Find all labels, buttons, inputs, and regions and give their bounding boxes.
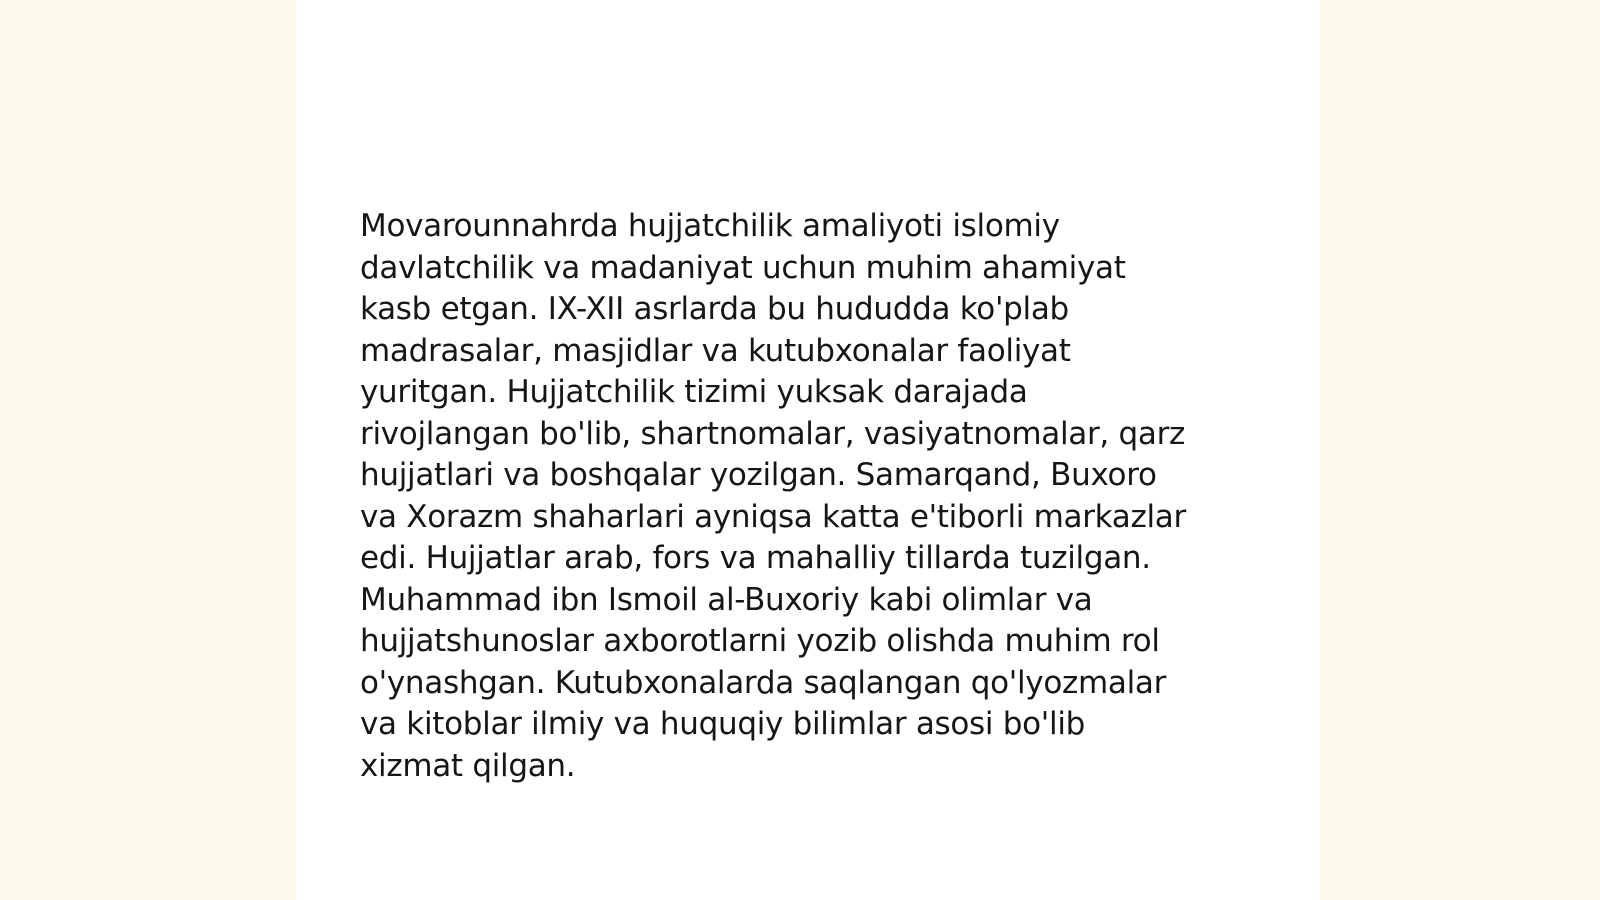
paragraph-line: Movarounnahrda hujjatchilik amaliyoti islomiy [360, 208, 1060, 244]
paragraph-line: yuritgan. Hujjatchilik tizimi yuksak darajada [360, 374, 1028, 410]
paragraph-line: rivojlangan bo'lib, shartnomalar, vasiyatnomalar, qarz [360, 415, 1186, 452]
paragraph-line: hujjatshunoslar axborotlarni yozib olishda muhim rol [360, 623, 1160, 659]
paragraph-line: edi. Hujjatlar arab, fors va mahalliy tillarda tuzilgan. [360, 540, 1151, 576]
document-page [296, 0, 1320, 900]
paragraph-line: davlatchilik va madaniyat uchun muhim ahamiyat [360, 249, 1126, 286]
paragraph-line: va kitoblar ilmiy va huquqiy bilimlar asosi bo'lib [360, 706, 1086, 742]
paragraph-line: o'ynashgan. Kutubxonalarda saqlangan qo'lyozmalar [360, 664, 1167, 701]
paragraph-line: Muhammad ibn Ismoil al-Buxoriy kabi olimlar va [360, 581, 1093, 618]
paragraph-line: va Xorazm shaharlari ayniqsa katta e'tiborli markazlar [360, 498, 1186, 535]
paragraph-line: madrasalar, masjidlar va kutubxonalar faoliyat [360, 332, 1071, 369]
paragraph-line: kasb etgan. IX-XII asrlarda bu hududda ko'plab [360, 291, 1069, 327]
body-paragraph [360, 206, 1260, 787]
paragraph-line: xizmat qilgan. [360, 747, 576, 784]
paragraph-line: hujjatlari va boshqalar yozilgan. Samarqand, Buxoro [360, 457, 1157, 493]
